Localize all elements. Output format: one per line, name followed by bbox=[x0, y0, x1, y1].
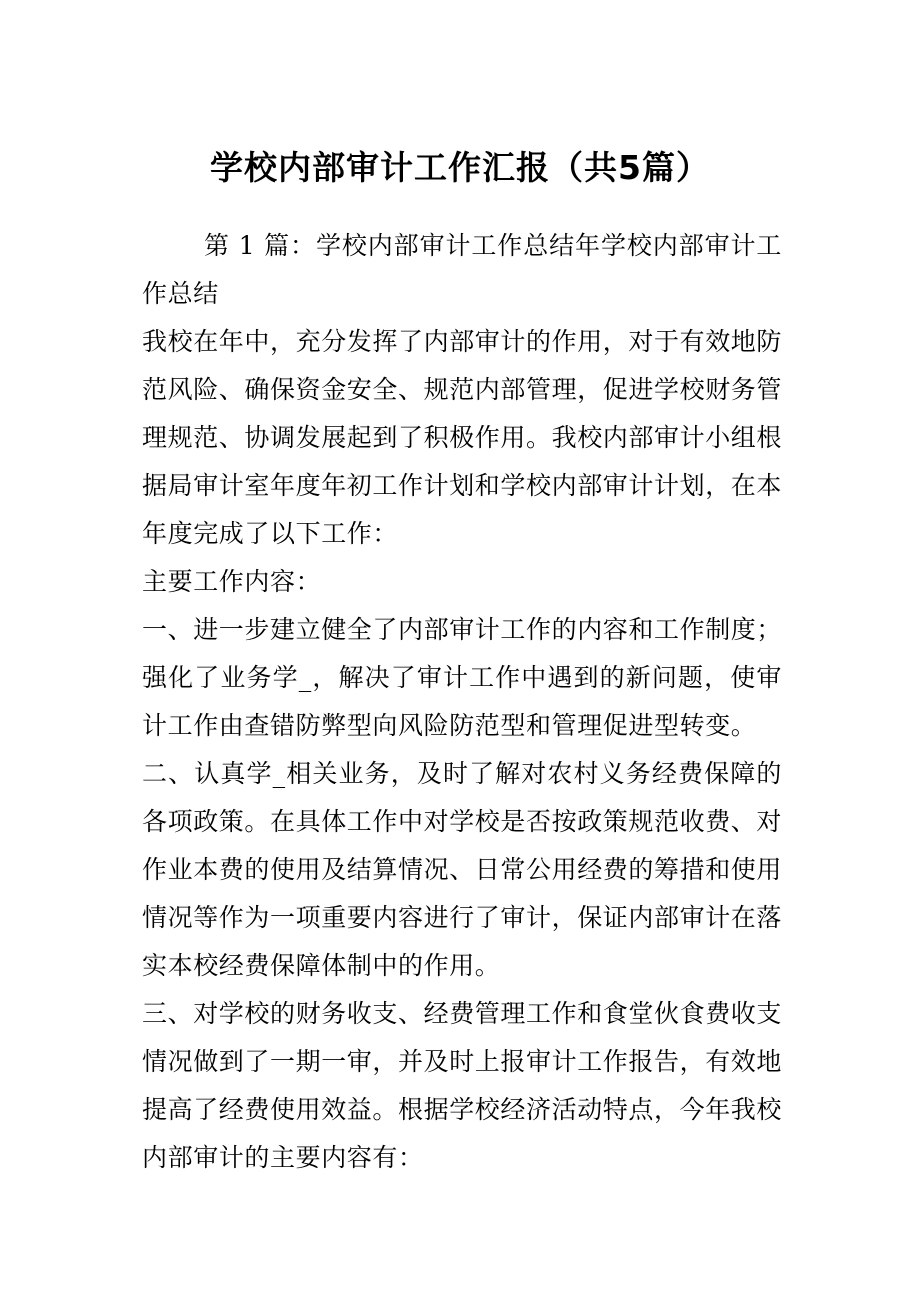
document-title: 学校内部审计工作汇报（共5篇） bbox=[210, 148, 710, 187]
paragraph: 主要工作内容： bbox=[142, 567, 322, 596]
paragraph: 我校在年中，充分发挥了内部审计的作用，对于有效地防范风险、确保资金安全、规范内部管理，促进学校财务管理规范、协调发展起到了积极作用。我校内部审计小组根据局审计室年度年初工作计划和学校内部审计计划，在本年度完成了以下工作： bbox=[142, 327, 783, 548]
document-body bbox=[142, 222, 782, 1182]
paragraph: 二、认真学_相关业务，及时了解对农村义务经费保障的各项政策。在具体工作中对学校是否按政策规范收费、对作业本费的使用及结算情况、日常公用经费的筹措和使用情况等作为一项重要内容进行了审计，保证内部审计在落实本校经费保障体制中的作用。 bbox=[142, 759, 783, 980]
paragraph: 三、对学校的财务收支、经费管理工作和食堂伙食费收支情况做到了一期一审，并及时上报审计工作报告，有效地提高了经费使用效益。根据学校经济活动特点，今年我校内部审计的主要内容有： bbox=[142, 999, 783, 1172]
paragraph-heading: 第 1 篇：学校内部审计工作总结年学校内部审计工作总结 bbox=[142, 231, 782, 308]
paragraph: 一、进一步建立健全了内部审计工作的内容和工作制度；强化了业务学_，解决了审计工作中遇到的新问题，使审计工作由查错防弊型向风险防范型和管理促进型转变。 bbox=[142, 615, 783, 740]
